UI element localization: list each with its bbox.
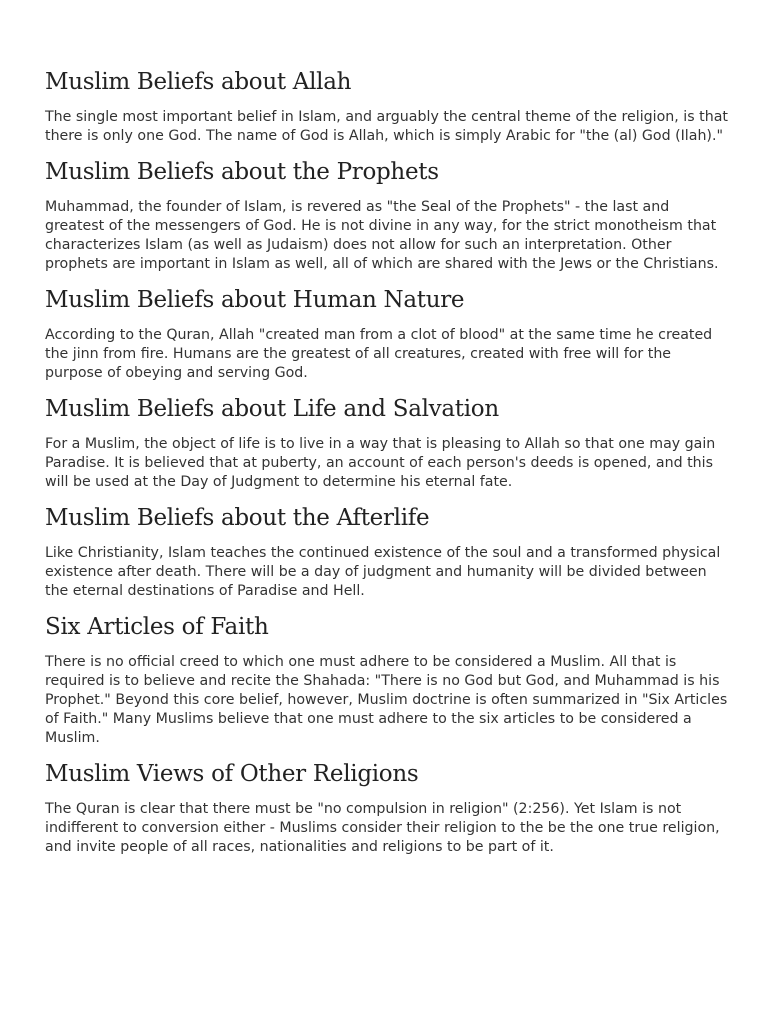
section-human-nature (45, 284, 730, 383)
section-heading: Muslim Beliefs about Life and Salvation (45, 396, 499, 422)
section-body: Like Christianity, Islam teaches the continued existence of the soul and a transformed physical existence after death. There will be a day of judgment and humanity will be divided between the eternal destinations of Paradise and Hell. (45, 545, 721, 599)
section-body: There is no official creed to which one must adhere to be considered a Muslim. All that is required is to believe and recite the Shahada: "There is no God but God, and Muhammad is his Prophet." Beyond this core belief, however, Muslim doctrine is often summarized in "Six Articles of Faith." Many Muslims believe that one must adhere to the six articles to be considered a Muslim. (45, 654, 728, 746)
document-page (45, 66, 730, 867)
section-body: According to the Quran, Allah "created man from a clot of blood" at the same time he created the jinn from fire. Humans are the greatest of all creatures, created with free will for the purpose of obeying and serving God. (45, 327, 713, 381)
section-heading: Muslim Beliefs about Allah (45, 69, 352, 95)
section-heading: Muslim Beliefs about the Afterlife (45, 505, 430, 531)
section-heading: Muslim Beliefs about Human Nature (45, 287, 465, 313)
section-six-articles (45, 611, 730, 748)
section-prophets (45, 156, 730, 274)
section-body: The Quran is clear that there must be "no compulsion in religion" (2:256). Yet Islam is not indifferent to conversion either - Muslims consider their religion to the be the one true religion, and invite people of all races, nationalities and religions to be part of it. (45, 801, 720, 855)
section-life-salvation (45, 393, 730, 492)
section-other-religions (45, 758, 730, 857)
section-afterlife (45, 502, 730, 601)
section-allah (45, 66, 730, 146)
section-heading: Six Articles of Faith (45, 614, 269, 640)
section-heading: Muslim Views of Other Religions (45, 761, 419, 787)
section-body: For a Muslim, the object of life is to live in a way that is pleasing to Allah so that one may gain Paradise. It is believed that at puberty, an account of each person's deeds is opened, and this will be used at the Day of Judgment to determine his eternal fate. (45, 436, 716, 490)
section-heading: Muslim Beliefs about the Prophets (45, 159, 439, 185)
section-body: The single most important belief in Islam, and arguably the central theme of the religion, is that there is only one God. The name of God is Allah, which is simply Arabic for "the (al) God (Ilah)." (45, 109, 728, 144)
section-body: Muhammad, the founder of Islam, is revered as "the Seal of the Prophets" - the last and greatest of the messengers of God. He is not divine in any way, for the strict monotheism that characterizes Islam (as well as Judaism) does not allow for such an interpretation. Other prophets are important in Islam as well, all of which are shared with the Jews or the Christians. (45, 199, 719, 272)
